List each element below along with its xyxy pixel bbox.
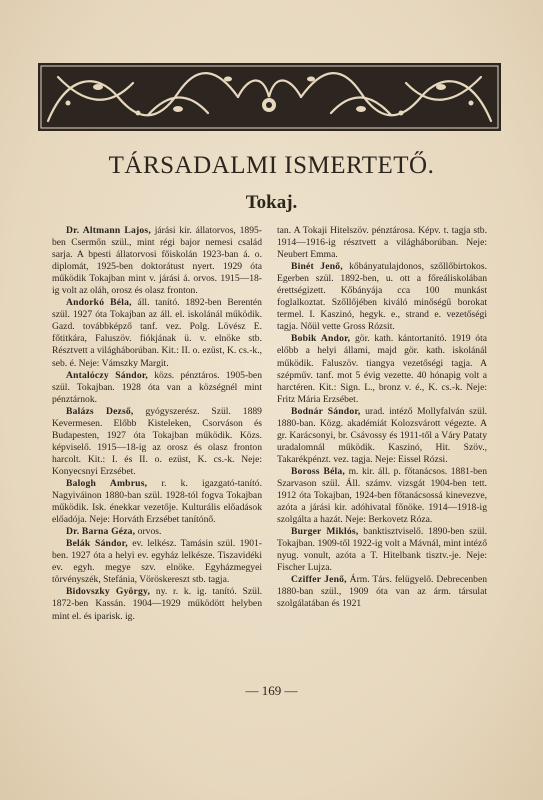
entry-paragraph bbox=[52, 406, 262, 478]
entry-name: Antalóczy Sándor, bbox=[66, 369, 149, 381]
entry-paragraph bbox=[52, 297, 262, 369]
entry-name: Boross Béla, bbox=[291, 465, 346, 477]
entry-paragraph bbox=[277, 261, 487, 333]
entry-name: Dr. Barna Géza, bbox=[66, 526, 136, 538]
entry-paragraph bbox=[277, 406, 487, 466]
entry-name: Dr. Altmann Lajos, bbox=[66, 225, 151, 236]
left-column bbox=[52, 225, 262, 623]
entry-name: Andorkó Béla, bbox=[66, 297, 132, 309]
entry-text: ny. r. k. ig. tanító. Szül. 1872-ben Kassán. 1904—1929 működött helyben mint el. és iparisk. ig. bbox=[52, 586, 263, 622]
entry-paragraph bbox=[277, 333, 487, 405]
entry-paragraph bbox=[277, 526, 487, 574]
entry-name: Balázs Dezső, bbox=[66, 405, 134, 417]
page-title: TÁRSADALMI ISMERTETŐ. bbox=[108, 152, 435, 179]
entry-text: ev. lelkész. Tamásin szül. 1901-ben. 1927 óta a helyi ev. egyház lelkésze. Tiszavidéki ev. egyh. megye szv. elnöke. Egyházmegyei törvényszék, Stefánia, Vöröskereszt stb. tagja. bbox=[52, 538, 262, 586]
entry-paragraph bbox=[277, 574, 487, 610]
entry-paragraph bbox=[52, 478, 262, 526]
entry-name: Bobik Andor, bbox=[291, 333, 351, 345]
entry-paragraph bbox=[52, 370, 262, 406]
entry-text: gyógyszerész. Szül. 1889 Kevermesen. Előbb Kisteleken, Csorváson és Budapesten, 1927 óta Tokajban működik. Közs. képviselő. 1915—18-ig az orosz és olasz fronton harcolt. Kit.: I. és II. o. ezüst, K. cs.-k. Neje: Konyecsnyi Erzsébet. bbox=[52, 405, 262, 477]
entry-name: Burger Miklós, bbox=[291, 526, 359, 538]
entry-name: Cziffer Jenő, bbox=[291, 574, 347, 586]
entry-text: járási kir. állatorvos, 1895-ben Csermőn szül., mint régi bajor nemesi család sarja. A bpesti állatorvosi főiskolán 1923-ban á. o. diplomát, 1925-ben doktorátust nyert. 1929 óta működik Tokajban mint v. járási á. orvos. 1915—18-ig volt az oláh, orosz és olasz fronton. bbox=[52, 225, 262, 297]
entry-text: orvos. bbox=[137, 526, 162, 538]
entry-paragraph bbox=[277, 466, 487, 526]
entry-name: Bodnár Sándor, bbox=[291, 405, 361, 417]
entry-text: Árm. Társ. felügyelő. Debrecenben 1880-ban szül., 1909 óta van az árm. társulat szolgálatában és 1921 bbox=[277, 574, 487, 610]
entry-paragraph bbox=[52, 586, 262, 622]
entry-text: áll. tanító. 1892-ben Berentén szül. 1927 óta Tokajban az áll. el. iskolánál működik. Gazd. továbbképző tanf. vez. Polg. Lövész E. főtitkára, Faluszöv. fiókjának ü. v. elnöke stb. Résztvett a világháborúban. Kit.: II. o. ezüst, K. cs.-k., seb. é. Neje: Vámszky Margit. bbox=[52, 297, 262, 369]
section-subtitle: Tokaj. bbox=[245, 192, 298, 213]
entry-name: Binét Jenő, bbox=[291, 261, 343, 273]
entry-name: Balogh Ambrus, bbox=[66, 477, 148, 489]
entry-text: közs. pénztáros. 1905-ben szül. Tokajban. 1928 óta van a községnél mint pénztárnok. bbox=[52, 369, 262, 405]
entry-paragraph bbox=[52, 526, 262, 538]
entry-text: kőbányatulajdonos, szőllőbirtokos. Egerben szül. 1892-ben, u. ott a főreáliskolában érettségizett. Kőbányája cca 100 munkást foglalkoztat. Szőllőjében kiváló minőségű borokat termel. I. Kaszinó, hegyk. e., strand e. vezetőségi tagja. Nőül vette Gross Rózsit. bbox=[277, 261, 487, 333]
entry-text: banktisztviselő. 1890-ben szül. Tokajban. 1909-től 1922-ig volt a Mávnál, mint intéző nyug. vonult, azóta a T. Hitelbank tisztv.-je. Neje: Fischer Lujza. bbox=[277, 526, 487, 574]
decorative-header-ornament bbox=[38, 63, 501, 131]
entry-text: urad. intéző Mollyfalván szül. 1880-ban. Közg. akadémiát Kolozsvárott végezte. A gr. Karácsonyi, br. Csávossy és 1911-től a Váry Pataty uradalomnál működik. Kaszinó, Hit. Szöv., Takarékpénzt. vez. tagja. Neje: Eissel Rózsi. bbox=[277, 405, 488, 465]
entry-name: Belák Sándor, bbox=[66, 538, 128, 550]
right-column bbox=[277, 225, 487, 611]
entry-text: gör. kath. kántortanító. 1919 óta előbb a helyi állami, majd gör. kath. iskolánál működik. Faluszöv. tiangya vezetőségi tagja. A szépműv. tanf. mot 5 évig vezette. 40 hónapig volt a harctéren. Kit.: Sign. L., bronz v. é., K. cs.-k. Neje: Fritz Mária Erzsébet. bbox=[277, 333, 487, 405]
page-number: — 169 — bbox=[245, 683, 298, 698]
entry-paragraph bbox=[52, 538, 262, 586]
entry-paragraph bbox=[52, 225, 262, 297]
entry-text: r. k. igazgató-tanító. Nagyiváinon 1880-ban szül. 1928-tól fogva Tokajban működik. Isk. énekkar vezetője. Kulturális előadások előadója. Neje: Horváth Erzsébet tanítónő. bbox=[52, 477, 262, 526]
continued-paragraph: tan. A Tokaji Hitelszöv. pénztárosa. Képv. t. tagja stb. 1914—1916-ig résztvett a világháborúban. Neje: Neubert Emma. bbox=[277, 225, 487, 261]
entry-text: m. kir. áll. p. főtanácsos. 1881-ben Szarvason szül. Áll. számv. vizsgát 1904-ben tett. 1912 óta Tokajban, 1924-ben főtanácsossá kinevezve, azóta a járási kir. adóhivatal főnöke. 1914—1918-ig szolgálta a hazát. Neje: Berkovetz Róza. bbox=[277, 465, 487, 526]
entry-name: Bidovszky György, bbox=[66, 586, 151, 598]
